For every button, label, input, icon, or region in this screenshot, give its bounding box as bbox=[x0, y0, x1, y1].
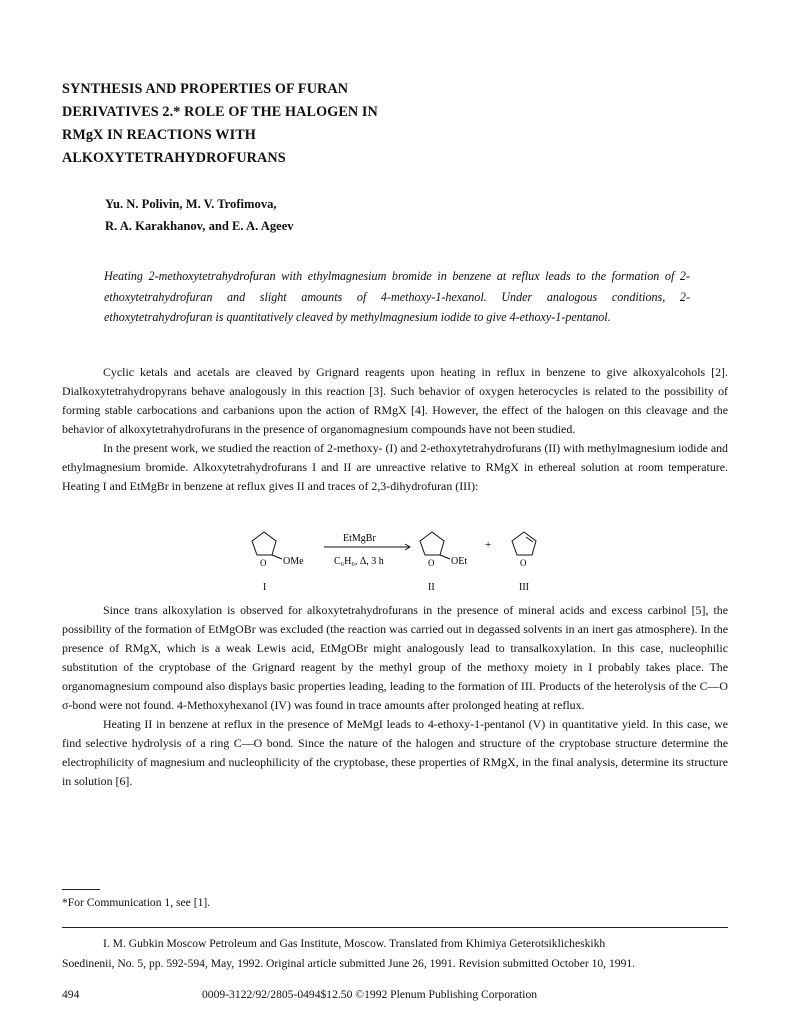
bond-II bbox=[440, 555, 450, 559]
substituent-II: OEt bbox=[451, 556, 468, 567]
abstract: Heating 2-methoxytetrahydrofuran with ethylmagnesium bromide in benzene at reflux leads to the formation of 2-ethoxytetrahydrofuran and slight amounts of 4-methoxy-1-hexanol. Under analogous conditions, 2-ethoxytetrahydrofuran is quantitatively cleaved by methylmagnesium iodide to give 4-ethoxy-1-pentanol. bbox=[104, 269, 690, 324]
reagent-top: EtMgBr bbox=[343, 533, 376, 544]
affiliation-note bbox=[62, 934, 728, 974]
paragraph: Heating II in benzene at reflux in the presence of MeMgI leads to 4-ethoxy-1-pentanol (V) in quantitative yield. In this case, we find selective hydrolysis of a ring C—O bond. Since the nature of the halogen and structure of the cryptobase structure determine the electrophilicity of magnesium and nucleophilicity of the cryptobase, these properties of RMgX, in the final analysis, determine its structure in solution [6]. bbox=[62, 717, 728, 788]
ring-III bbox=[512, 532, 536, 555]
bond-I bbox=[272, 555, 282, 559]
affiliation-line: Soedinenii, No. 5, pp. 592-594, May, 1992. Original article submitted June 26, 1991. Revision submitted October 10, 1991. bbox=[62, 957, 636, 970]
author-line: Yu. N. Polivin, M. V. Trofimova, bbox=[105, 197, 277, 211]
ring-oxygen-I: O bbox=[260, 558, 267, 568]
paragraph: Since trans alkoxylation is observed for alkoxytetrahydrofurans in the presence of mineral acids and excess carbinol [5], the possibility of the formation of EtMgOBr was excluded (the reaction was carried out in degassed solvents in an inert gas atmosphere). In the presence of RMgX, which is a weak Lewis acid, EtMgOBr might analogously lead to transalkoxylation. In this case, nucleophilic substitution of the cryptobase of the Grignard reagent by the methyl group of the methoxy moiety in I probably takes place. The organomagnesium compound also displays basic properties leading, leading to the formation of III. Products of the heterolysis of the C—O σ-bond were not found. 4-Methoxyhexanol (IV) was found in trace amounts after prolonged heating at reflux. bbox=[62, 603, 728, 712]
author-list bbox=[105, 193, 294, 237]
body-text-bottom bbox=[62, 601, 728, 791]
reagent-bottom: C₆H₆, Δ, 3 h bbox=[334, 556, 384, 567]
article-title bbox=[62, 78, 442, 170]
title-line: DERIVATIVES 2.* ROLE OF THE HALOGEN IN bbox=[62, 104, 378, 120]
footnote: *For Communication 1, see [1]. bbox=[62, 896, 211, 909]
paragraph: Cyclic ketals and acetals are cleaved by Grignard reagents upon heating in reflux in benzene to give alkoxyalcohols [2]. Dialkoxytetrahydropyrans behave analogously in this reaction [3]. Such behavior of oxygen heterocycles is related to the possibility of forming stable carbocations and carbanions upon the action of RMgX [4]. However, the effect of the halogen on this cleavage and the behavior of alkoxytetrahydrofurans in the presence of organomagnesium compounds have not been studied. bbox=[62, 365, 728, 436]
footnote-rule bbox=[62, 889, 100, 890]
compound-label-III: III bbox=[519, 582, 529, 593]
substituent-I: OMe bbox=[283, 556, 304, 567]
ring-oxygen-III: O bbox=[520, 558, 527, 568]
author-line: R. A. Karakhanov, and E. A. Ageev bbox=[105, 219, 294, 233]
title-line: SYNTHESIS AND PROPERTIES OF FURAN bbox=[62, 81, 349, 97]
copyright-line: 0009-3122/92/2805-0494$12.50 ©1992 Plenum Publishing Corporation bbox=[202, 988, 538, 1001]
ring-oxygen-II: O bbox=[428, 558, 435, 568]
body-text-top bbox=[62, 363, 728, 496]
paragraph: In the present work, we studied the reaction of 2-methoxy- (I) and 2-ethoxytetrahydrofurans (II) with methylmagnesium iodide and ethylmagnesium bromide. Alkoxytetrahydrofurans I and II are unreactive relative to RMgX in ethereal solution at room temperature. Heating I and EtMgBr in benzene at reflux gives II and traces of 2,3-dihydrofuran (III): bbox=[62, 441, 728, 493]
compound-label-I: I bbox=[263, 582, 267, 593]
arrow-head bbox=[405, 544, 410, 550]
title-line: ALKOXYTETRAHYDROFURANS bbox=[62, 150, 286, 166]
affiliation-rule bbox=[62, 927, 728, 928]
title-line: RMgX IN REACTIONS WITH bbox=[62, 127, 256, 143]
affiliation-line: I. M. Gubkin Moscow Petroleum and Gas Institute, Moscow. Translated from Khimiya Geterotsiklicheskikh bbox=[103, 937, 606, 950]
ring-I bbox=[252, 532, 276, 555]
ring-II bbox=[420, 532, 444, 555]
plus-sign: + bbox=[485, 539, 492, 551]
double-bond-III bbox=[526, 537, 533, 542]
compound-label-II: II bbox=[428, 582, 435, 593]
page-number: 494 bbox=[62, 988, 80, 1001]
